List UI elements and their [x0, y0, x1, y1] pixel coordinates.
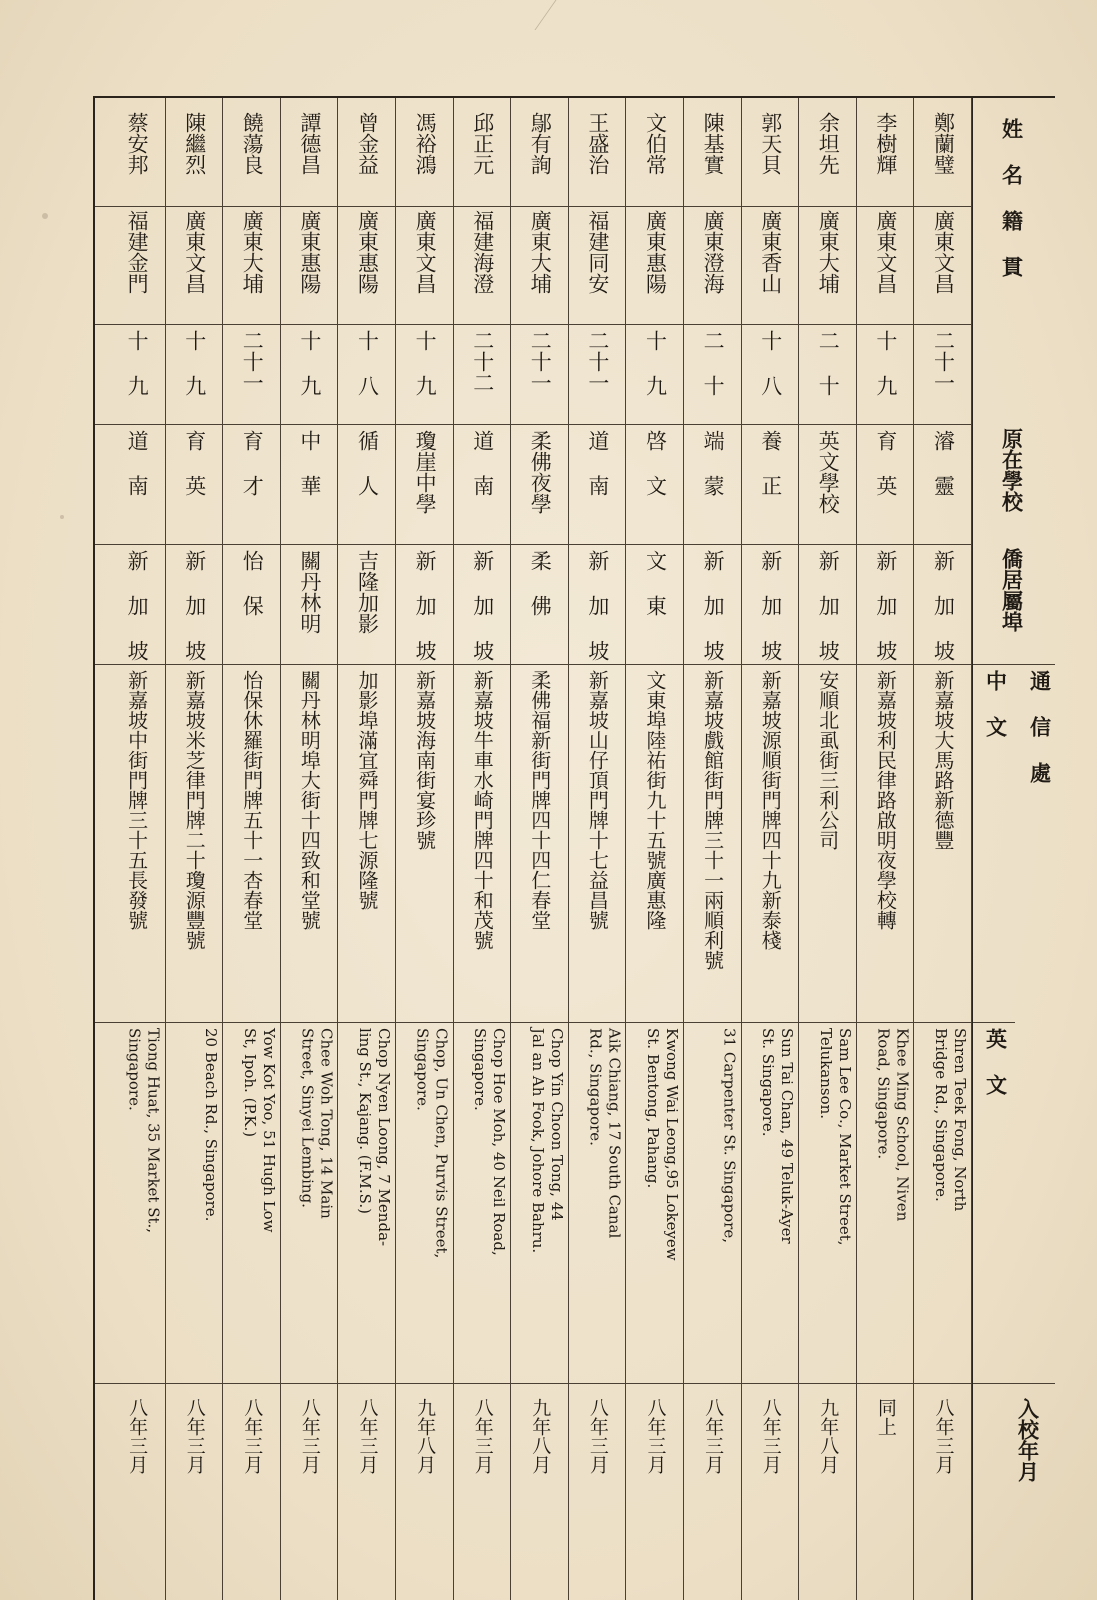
- residence-port: 新 加 坡: [931, 550, 956, 661]
- native-place: 廣東大埔: [528, 210, 553, 294]
- previous-school: 育 才: [240, 430, 265, 496]
- native-place: 廣東惠陽: [355, 210, 380, 294]
- address-english: [798, 1028, 856, 1378]
- address-chinese: 新嘉坡大馬路新德豐: [930, 670, 955, 850]
- address-english: [107, 1028, 165, 1378]
- enroll-date: 九年八月: [414, 1398, 437, 1474]
- previous-school: 道 南: [585, 430, 610, 496]
- previous-school: 柔佛夜學: [528, 430, 553, 514]
- native-place: 廣東香山: [758, 210, 783, 294]
- address-english-line: Sun Tai Chan, 49 Teluk-Ayer: [778, 1028, 797, 1244]
- section-rule: [95, 206, 971, 207]
- address-english-line: Road, Singapore.: [874, 1028, 893, 1160]
- previous-school: 中 華: [297, 430, 322, 496]
- address-english-line: Sam Lee Co., Market Street,: [835, 1028, 854, 1246]
- address-english-line: Singapore.: [413, 1028, 432, 1111]
- address-english-line: Yow Kot Yoo, 51 Hugh Low: [259, 1028, 278, 1233]
- address-chinese: 新嘉坡山仔頂門牌十七益昌號: [585, 670, 610, 930]
- address-english-line: 20 Beach Rd., Singapore.: [202, 1028, 221, 1222]
- enroll-date: 八年三月: [183, 1398, 206, 1474]
- address-english-line: St, Ipoh. (P.K.): [240, 1028, 259, 1138]
- header-address-title: 通 信 處: [1027, 670, 1053, 783]
- address-english: [337, 1028, 395, 1378]
- enroll-date: 八年三月: [644, 1398, 667, 1474]
- address-english-line: Rd., Singapore.: [586, 1028, 605, 1146]
- address-chinese: 怡保休羅街門牌五十一杏春堂: [239, 670, 264, 930]
- address-english: [625, 1028, 683, 1378]
- previous-school: 濬 靈: [931, 430, 956, 496]
- residence-port: 新 加 坡: [182, 550, 207, 661]
- student-age: 十 九: [297, 330, 322, 396]
- address-english-line: St. Bentong, Pahang.: [643, 1028, 662, 1189]
- header-native-place: 籍 貫: [999, 210, 1025, 277]
- section-rule: [95, 1383, 971, 1384]
- header-name: 姓 名: [999, 118, 1025, 185]
- residence-port: 怡 保: [240, 550, 265, 616]
- header-column: [971, 98, 1055, 1600]
- native-place: 福建海澄: [470, 210, 495, 294]
- residence-port: 關丹林明: [297, 550, 322, 634]
- address-english-line: Chop Nyen Loong, 7 Menda-: [374, 1028, 393, 1247]
- section-rule: [95, 324, 971, 325]
- enroll-date: 八年三月: [298, 1398, 321, 1474]
- student-name: 文伯常: [643, 112, 668, 175]
- enroll-date: 同上: [874, 1398, 897, 1436]
- page-crease: [494, 0, 556, 30]
- paper-spot: [60, 515, 64, 519]
- student-age: 十 九: [873, 330, 898, 396]
- address-chinese: 新嘉坡米芝律門牌二十瓊源豐號: [182, 670, 207, 950]
- student-name: 李樹輝: [873, 112, 898, 175]
- student-name: 邱正元: [470, 112, 495, 175]
- residence-port: 新 加 坡: [873, 550, 898, 661]
- address-english-line: Chop Yin Choon Tong, 44: [547, 1028, 566, 1221]
- address-english-line: Telukanson.: [816, 1028, 835, 1120]
- header-prev-school: 原在學校: [999, 428, 1025, 512]
- address-chinese: 安順北虱街三利公司: [815, 670, 840, 850]
- student-age: 二 十: [701, 330, 726, 396]
- address-chinese: 新嘉坡利民律路啟明夜學校轉: [873, 670, 898, 930]
- previous-school: 道 南: [125, 430, 150, 496]
- enroll-date: 八年三月: [471, 1398, 494, 1474]
- student-age: 二十一: [585, 330, 610, 393]
- previous-school: 啓 文: [643, 430, 668, 496]
- address-english-line: Kwong Wai Leong,95 Lokeyew: [662, 1028, 681, 1261]
- address-english-line: St. Singapore.: [759, 1028, 778, 1137]
- address-chinese: 文東埠陸祐街九十五號廣惠隆: [642, 670, 667, 930]
- native-place: 廣東大埔: [816, 210, 841, 294]
- student-age: 十 九: [182, 330, 207, 396]
- enroll-date: 九年八月: [529, 1398, 552, 1474]
- student-age: 十 九: [643, 330, 668, 396]
- previous-school: 英文學校: [816, 430, 841, 514]
- header-residence: 僑居屬埠: [999, 548, 1025, 632]
- residence-port: 新 加 坡: [585, 550, 610, 661]
- residence-port: 文 東: [643, 550, 668, 616]
- section-rule: [95, 424, 971, 425]
- address-chinese: 新嘉坡源順街門牌四十九新泰棧: [758, 670, 783, 950]
- previous-school: 育 英: [873, 430, 898, 496]
- address-english: [280, 1028, 338, 1378]
- native-place: 福建同安: [585, 210, 610, 294]
- previous-school: 瓊崖中學: [413, 430, 438, 514]
- student-age: 二十一: [528, 330, 553, 393]
- address-english-line: ling St., Kajang. (F.M.S.): [355, 1028, 374, 1214]
- student-name: 陳基實: [701, 112, 726, 175]
- header-rule: [973, 1022, 1015, 1023]
- previous-school: 養 正: [758, 430, 783, 496]
- section-rule: [95, 544, 971, 545]
- native-place: 廣東文昌: [413, 210, 438, 294]
- address-chinese: 關丹林明埠大街十四致和堂號: [297, 670, 322, 930]
- residence-port: 新 加 坡: [816, 550, 841, 661]
- previous-school: 循 人: [355, 430, 380, 496]
- student-name: 陳繼烈: [182, 112, 207, 175]
- address-chinese: 新嘉坡海南街宴珍號: [412, 670, 437, 850]
- native-place: 福建金門: [125, 210, 150, 294]
- address-english: [395, 1028, 453, 1378]
- address-english-line: Tiong Huat, 35 Market St.,: [144, 1028, 163, 1234]
- native-place: 廣東文昌: [182, 210, 207, 294]
- student-name: 郭天貝: [758, 112, 783, 175]
- address-english: [510, 1028, 568, 1378]
- student-name: 曾金益: [355, 112, 380, 175]
- enroll-date: 八年三月: [932, 1398, 955, 1474]
- section-rule: [95, 664, 971, 665]
- header-address-cn: 中 文: [983, 670, 1009, 737]
- header-address-en: 英 文: [983, 1028, 1009, 1095]
- address-english-line: Shren Teek Fong, North: [950, 1028, 969, 1212]
- address-english-line: Jal an Ah Fook, Johore Bahru.: [528, 1028, 547, 1254]
- address-english: [741, 1028, 799, 1378]
- native-place: 廣東惠陽: [643, 210, 668, 294]
- enroll-date: 八年三月: [759, 1398, 782, 1474]
- native-place: 廣東澄海: [701, 210, 726, 294]
- student-age: 二十二: [470, 330, 495, 393]
- paper-spot: [42, 213, 48, 219]
- student-name: 余坦先: [816, 112, 841, 175]
- enroll-date: 八年三月: [241, 1398, 264, 1474]
- previous-school: 道 南: [470, 430, 495, 496]
- student-name: 譚德昌: [297, 112, 322, 175]
- student-age: 十 九: [413, 330, 438, 396]
- address-english: [913, 1028, 971, 1378]
- student-age: 十 八: [758, 330, 783, 396]
- address-chinese: 加影埠滿宜舜門牌七源隆號: [354, 670, 379, 910]
- address-english-line: Khee Ming School, Niven: [893, 1028, 912, 1222]
- address-english-line: Street, Sinyei Lembing.: [298, 1028, 317, 1208]
- enroll-date: 八年三月: [702, 1398, 725, 1474]
- native-place: 廣東惠陽: [297, 210, 322, 294]
- address-english: [568, 1028, 626, 1378]
- residence-port: 吉隆加影: [355, 550, 380, 634]
- address-english-line: Singapore.: [471, 1028, 490, 1111]
- address-chinese: 新嘉坡中街門牌三十五長發號: [124, 670, 149, 930]
- native-place: 廣東文昌: [873, 210, 898, 294]
- residence-port: 新 加 坡: [125, 550, 150, 661]
- student-age: 二 十: [816, 330, 841, 396]
- address-english-line: Chee Woh Tong, 14 Main: [317, 1028, 336, 1219]
- address-english: [165, 1028, 223, 1378]
- student-name: 蔡安邦: [125, 112, 150, 175]
- address-english-line: Chop, Un Chen, Purvis Street,: [432, 1028, 451, 1259]
- previous-school: 端 蒙: [701, 430, 726, 496]
- enroll-date: 八年三月: [126, 1398, 149, 1474]
- native-place: 廣東大埔: [240, 210, 265, 294]
- residence-port: 新 加 坡: [470, 550, 495, 661]
- address-english: [856, 1028, 914, 1378]
- header-rule: [973, 1383, 1055, 1384]
- address-english: [222, 1028, 280, 1378]
- student-age: 十 九: [125, 330, 150, 396]
- previous-school: 育 英: [182, 430, 207, 496]
- native-place: 廣東文昌: [931, 210, 956, 294]
- address-chinese: 新嘉坡戲館街門牌三十一兩順利號: [700, 670, 725, 970]
- address-english-line: Aik Chiang, 17 South Canal: [605, 1028, 624, 1239]
- address-english-line: Singapore.: [125, 1028, 144, 1111]
- header-rule: [973, 664, 1055, 665]
- address-english: [683, 1028, 741, 1378]
- address-chinese: 柔佛福新街門牌四十四仁春堂: [527, 670, 552, 930]
- header-enroll: 入校年月: [1015, 1398, 1041, 1482]
- address-english-line: Bridge Rd., Singapore.: [931, 1028, 950, 1202]
- student-register-table: [93, 96, 1055, 1600]
- residence-port: 柔 佛: [528, 550, 553, 616]
- enroll-date: 九年八月: [817, 1398, 840, 1474]
- enroll-date: 八年三月: [586, 1398, 609, 1474]
- student-name: 馮裕鴻: [413, 112, 438, 175]
- student-name: 王盛治: [585, 112, 610, 175]
- student-age: 二十一: [240, 330, 265, 393]
- address-english: [453, 1028, 511, 1378]
- residence-port: 新 加 坡: [413, 550, 438, 661]
- student-name: 鄔有詢: [528, 112, 553, 175]
- student-age: 十 八: [355, 330, 380, 396]
- address-english-line: Chop Hoe Moh, 40 Neil Road,: [490, 1028, 509, 1256]
- address-english-line: 31 Carpenter St. Singapore,: [720, 1028, 739, 1243]
- address-chinese: 新嘉坡牛車水崎門牌四十和茂號: [470, 670, 495, 950]
- student-age: 二十一: [931, 330, 956, 393]
- residence-port: 新 加 坡: [701, 550, 726, 661]
- enroll-date: 八年三月: [356, 1398, 379, 1474]
- student-name: 饒蕩良: [240, 112, 265, 175]
- residence-port: 新 加 坡: [758, 550, 783, 661]
- student-name: 鄭蘭璧: [931, 112, 956, 175]
- section-rule: [95, 1022, 971, 1023]
